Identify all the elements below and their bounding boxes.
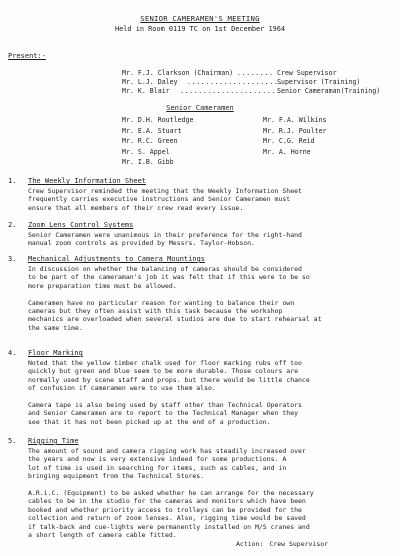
- list-item: Mr. I.B. Gibb: [122, 158, 174, 167]
- list-item: Mr. R.C. Green: [122, 137, 178, 146]
- staff-dots: .......................: [180, 87, 286, 95]
- section-title: Rigging Time: [28, 437, 79, 445]
- body-line: booked and whether priority access to trolleys can be provided for the: [28, 505, 302, 514]
- section-heading: [0, 437, 79, 445]
- body-line: Camera tape is also being used by staff other than Technical Operators: [28, 401, 302, 410]
- section-body: [28, 359, 388, 426]
- list-item: Mr. D.H. Routledge: [122, 116, 194, 124]
- list-item: Mr. C.G. Reid: [263, 137, 315, 146]
- staff-row: [122, 78, 360, 86]
- section-heading: [0, 221, 133, 229]
- section-number: 1.: [8, 177, 17, 185]
- section-title: Mechanical Adjustments to Camera Mountings: [28, 255, 206, 263]
- section-body: [28, 231, 388, 248]
- action-owner: Crew Supervisor: [269, 540, 329, 548]
- staff-dots: ........: [237, 69, 274, 77]
- staff-role: Supervisor (Training): [277, 78, 361, 86]
- body-line: In discussion on whether the balancing of cameras should be considered: [28, 265, 302, 273]
- list-item: Mr. S. Appel: [122, 147, 170, 156]
- meeting-title: [0, 14, 400, 23]
- staff-role: Crew Supervisor: [277, 69, 337, 77]
- section-title: The Weekly Information Sheet: [28, 177, 147, 185]
- staff-name: Mr. K. Blair: [122, 87, 170, 95]
- staff-role: Senior Cameraman(Training): [277, 87, 381, 95]
- body-line: normally used by scene staff and props. but there would be little chance: [28, 375, 310, 384]
- cameramen-list-left: [122, 115, 193, 168]
- body-line: cameras but they often assist with this task because the workshop: [28, 307, 283, 316]
- section-title: Floor Marking: [28, 349, 83, 357]
- body-line: if talk-back and cue-lights were permanently installed on M/S cranes and: [28, 522, 310, 531]
- body-line: a short length of camera cable fitted.: [28, 531, 177, 540]
- present-label: [8, 52, 46, 60]
- body-line: more preparation time must be allowed.: [28, 281, 177, 290]
- action-line: [236, 540, 328, 548]
- body-line: mechanics are overloaded when several studios are due to start rehearsal at: [28, 315, 322, 324]
- body-line: Noted that the yellow timber chalk used for floor marking rubs off too: [28, 359, 302, 367]
- body-line: lot of time is used in searching for items, such as cables, and in: [28, 463, 287, 472]
- section-number: 2.: [8, 221, 17, 229]
- staff-dots: .....................: [187, 78, 283, 86]
- body-line: The amount of sound and camera rigging work has steadily increased over: [28, 447, 306, 455]
- action-label: Action:: [236, 540, 264, 548]
- section-heading: [0, 255, 205, 263]
- body-line: bringing equipment from the Technical Stores.: [28, 472, 205, 481]
- body-line: Senior Cameramen were unanimous in their preference for the right-hand: [28, 231, 302, 239]
- body-line: [28, 393, 388, 401]
- section-heading: [0, 349, 83, 357]
- body-line: the years and now is very extensive indeed for some productions. A: [28, 455, 287, 464]
- senior-cameramen-heading-text: Senior Cameramen: [166, 104, 234, 112]
- section-number: 3.: [8, 255, 17, 263]
- senior-cameramen-heading: [0, 104, 400, 112]
- body-line: ensure that all members of their crew read every issue.: [28, 203, 244, 212]
- list-item: Mr. R.J. Poulter: [263, 126, 327, 135]
- body-line: and Senior Cameramen are to report to the Technical Manager when they: [28, 409, 299, 418]
- body-line: A.R.i.C. (Equipment) to be asked whether he can arrange for the necessary: [28, 489, 314, 498]
- cameramen-list-right: [263, 115, 327, 157]
- section-heading: [0, 177, 146, 185]
- body-line: manual zoom controls as provided by Messrs. Taylor-Hobson.: [28, 239, 255, 248]
- body-line: the same time.: [28, 323, 83, 332]
- body-line: frequently carries executive instructions and Senior Cameramen must: [28, 195, 291, 204]
- meeting-title-text: SENIOR CAMERAMEN'S MEETING: [140, 14, 260, 23]
- list-item: Mr. E.A. Stuart: [122, 126, 182, 135]
- body-line: to be part of the cameraman's job it was felt that if this were to be so: [28, 273, 310, 282]
- body-line: cables to be in the studio for the cameras and monitors which have been: [28, 497, 306, 506]
- section-body: [28, 447, 388, 539]
- staff-row: [122, 87, 380, 95]
- present-label-text: Present:-: [8, 52, 46, 60]
- staff-name: Mr. L.J. Daley: [122, 78, 178, 86]
- meeting-subtitle: Held in Room 0119 TC on 1st December 1964: [114, 25, 286, 33]
- list-item: Mr. F.A. Wilkins: [263, 116, 327, 124]
- body-line: collection and return of zoom lenses. Also, rigging time would be saved: [28, 514, 306, 523]
- staff-row: [122, 69, 337, 77]
- body-line: Crew Supervisor reminded the meeting that the Weekly Information Sheet: [28, 187, 302, 195]
- staff-name: Mr. F.J. Clarkson (Chairman): [122, 69, 234, 77]
- section-number: 5.: [8, 437, 17, 445]
- body-line: [28, 481, 388, 489]
- body-line: of confusion if cameramen were to use them also.: [28, 384, 216, 393]
- section-body: [28, 187, 388, 212]
- section-body: [28, 265, 388, 332]
- body-line: see that it has not been picked up at the end of a production.: [28, 417, 271, 426]
- body-line: Cameramen have no particular reason for wanting to balance their own: [28, 298, 295, 307]
- body-line: [28, 290, 388, 298]
- section-title: Zoom Lens Control Systems: [28, 221, 134, 229]
- section-number: 4.: [8, 349, 17, 357]
- body-line: quickly but green and blue seem to be more durable. Those colours are: [28, 367, 299, 376]
- list-item: Mr. A. Horne: [263, 147, 311, 156]
